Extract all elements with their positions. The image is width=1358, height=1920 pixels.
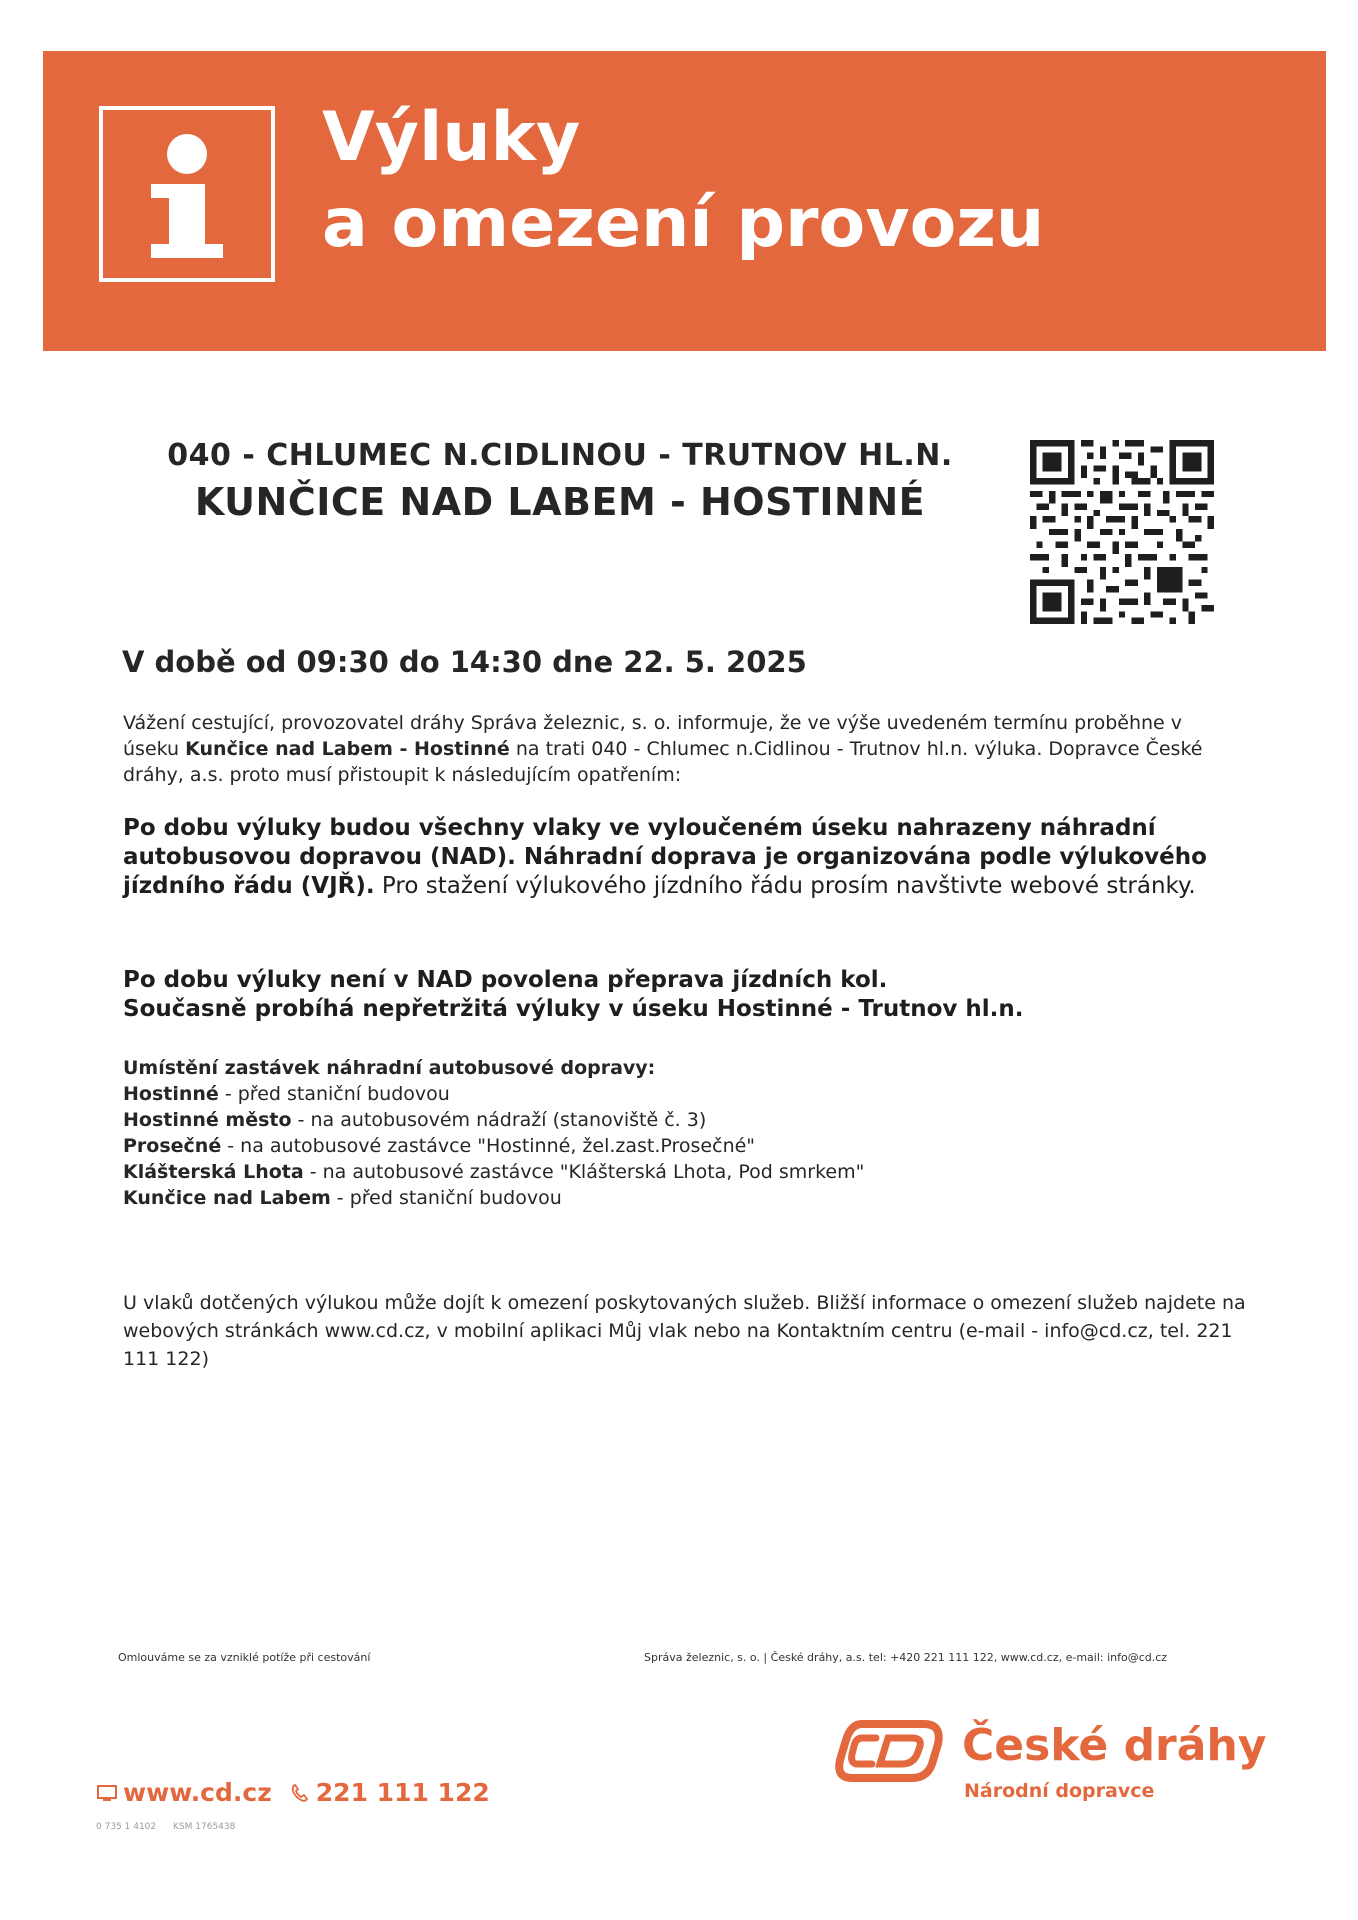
bikes-line1: Po dobu výluky není v NAD povolena přeprava jízdních kol. — [123, 967, 888, 993]
intro-paragraph — [123, 710, 1243, 788]
brand-subtitle: Národní dopravce — [964, 1780, 1155, 1802]
stop-name: Hostinné — [123, 1083, 219, 1105]
phone-icon — [290, 1783, 310, 1803]
stop-location: - na autobusové zastávce "Hostinné, žel.zast.Prosečné" — [221, 1135, 756, 1157]
monitor-icon — [97, 1783, 117, 1803]
stop-location: - na autobusové zastávce "Klášterská Lhota, Pod smrkem" — [303, 1161, 865, 1183]
print-code-1: 0 735 1 4102 — [96, 1822, 157, 1832]
stop-item — [123, 1133, 1243, 1159]
cd-logo-icon — [832, 1714, 948, 1786]
stop-item — [123, 1107, 1243, 1133]
stop-location: - před staniční budovou — [218, 1083, 450, 1105]
services-notice: U vlaků dotčených výlukou může dojít k omezení poskytovaných služeb. Bližší informace o omezení služeb najdete na webových stránkách www.cd.cz, v mobilní aplikaci Můj vlak nebo na Kontaktním centru (e-mail - info@cd.cz, tel. 221 111 122) — [123, 1292, 1246, 1370]
info-icon — [99, 106, 275, 282]
print-code-2: KSM 1765438 — [173, 1822, 236, 1832]
apology-text: Omlouváme se za vzniklé potíže při cestování — [118, 1651, 371, 1664]
route-heading — [110, 436, 1010, 526]
banner-title-line2: a omezení provozu — [322, 184, 1045, 263]
outage-period: V době od 09:30 do 14:30 dne 22. 5. 2025 — [122, 645, 807, 679]
stops-title: Umístění zastávek náhradní autobusové dopravy: — [123, 1057, 656, 1079]
stop-name: Hostinné město — [123, 1109, 292, 1131]
stop-item — [123, 1185, 1243, 1211]
qr-code[interactable] — [1030, 440, 1214, 624]
stop-location: - na autobusovém nádraží (stanoviště č. 3) — [291, 1109, 707, 1131]
intro-text-2: na trati 040 - Chlumec n.Cidlinou - Trutnov hl.n. výluka. Dopravce České dráhy, a.s. proto musí přistoupit k následujícím opatřením: — [123, 738, 1203, 786]
brand-name: České dráhy — [962, 1720, 1267, 1771]
banner-title — [322, 95, 1044, 267]
stop-name: Klášterská Lhota — [123, 1161, 304, 1183]
website-link[interactable]: www.cd.cz — [123, 1778, 272, 1807]
bikes-notice — [123, 966, 1243, 1024]
header-banner — [43, 51, 1326, 351]
nad-normal-text: Pro stažení výlukového jízdního řádu prosím navštivte webové stránky. — [374, 873, 1196, 899]
nad-bold-text: Po dobu výluky budou všechny vlaky ve vyloučeném úseku nahrazeny náhradní autobusovou dopravou (NAD). Náhradní doprava je organizována podle výlukového jízdního řádu (VJŘ). — [123, 815, 1207, 899]
contact-bar — [97, 1778, 490, 1807]
replacement-stops — [123, 1055, 1243, 1211]
phone-number[interactable]: 221 111 122 — [315, 1778, 490, 1807]
nad-paragraph — [123, 814, 1243, 901]
stop-item — [123, 1081, 1243, 1107]
stop-location: - před staniční budovou — [330, 1187, 562, 1209]
operators-contact: Správa železnic, s. o. | České dráhy, a.s. tel: +420 221 111 122, www.cd.cz, e-mail: info@cd.cz — [644, 1651, 1168, 1664]
bikes-line2: Současně probíhá nepřetržitá výluky v úseku Hostinné - Trutnov hl.n. — [123, 996, 1024, 1022]
intro-section: Kunčice nad Labem - Hostinné — [185, 738, 510, 760]
route-line: 040 - CHLUMEC N.CIDLINOU - TRUTNOV HL.N. — [167, 438, 953, 473]
stop-name: Kunčice nad Labem — [123, 1187, 331, 1209]
print-codes — [96, 1822, 249, 1832]
stop-item — [123, 1159, 1243, 1185]
stop-name: Prosečné — [123, 1135, 222, 1157]
intro-text-1: Vážení cestující, provozovatel dráhy Správa železnic, s. o. informuje, že ve výše uvedeném termínu proběhne v úseku — [123, 712, 1183, 760]
route-section: KUNČICE NAD LABEM - HOSTINNÉ — [194, 480, 926, 524]
banner-title-line1: Výluky — [322, 98, 581, 177]
